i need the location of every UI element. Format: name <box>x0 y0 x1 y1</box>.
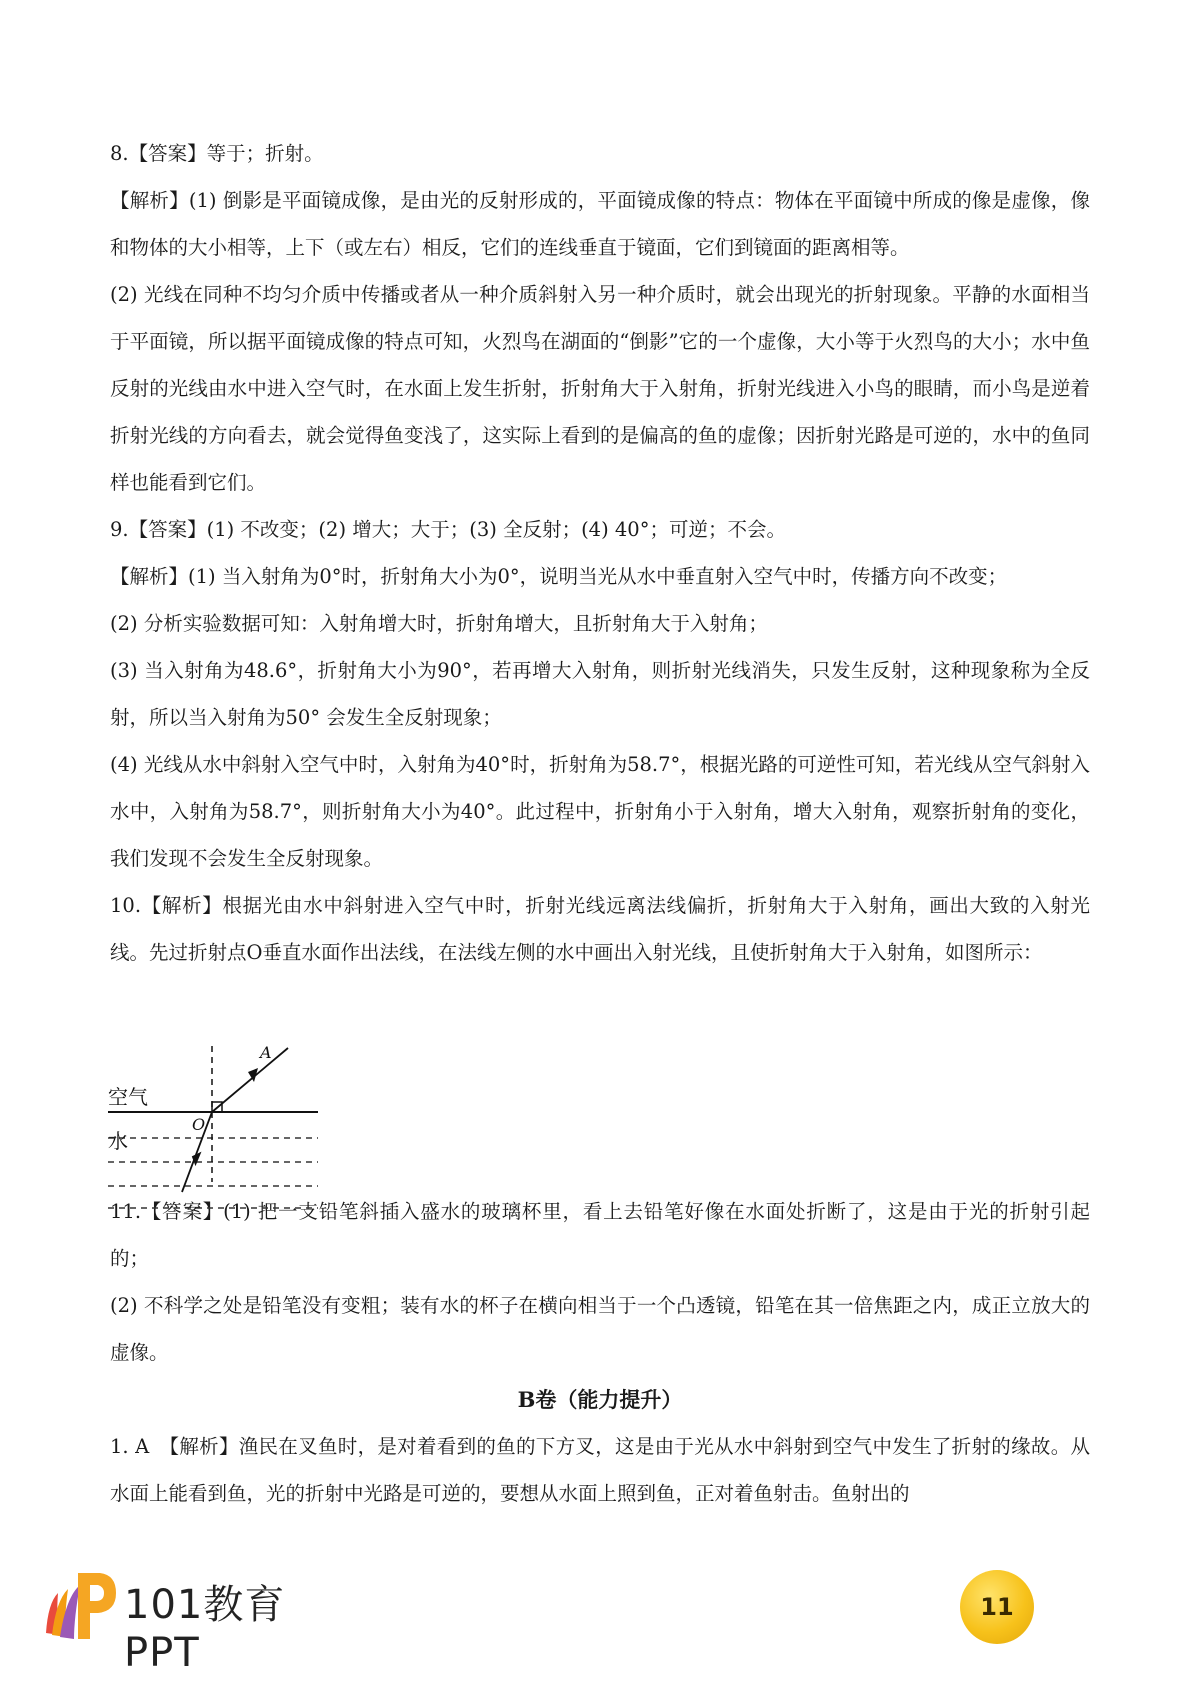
logo-text: 101教育PPT <box>124 1582 286 1676</box>
main-text <box>110 130 1090 1517</box>
label-water: 水 <box>108 1129 128 1153</box>
q9-analysis-1: 【解析】(1) 当入射角为0°时，折射角大小为0°，说明当光从水中垂直射入空气中时，传播方向不改变； <box>110 565 1008 588</box>
q8-analysis-1: 【解析】(1) 倒影是平面镜成像，是由光的反射形成的，平面镜成像的特点：物体在平面镜中所成的像是虚像，像和物体的大小相等，上下（或左右）相反，它们的连线垂直于镜面，它们到镜面的距离相等。 <box>110 189 1090 259</box>
q9-answer: 9.【答案】(1) 不改变；(2) 增大；大于；(3) 全反射；(4) 40°；可逆；不会。 <box>110 518 786 541</box>
q9-analysis-3: (3) 当入射角为48.6°，折射角大小为90°，若再增大入射角，则折射光线消失，只发生反射，这种现象称为全反射，所以当入射角为50° 会发生全反射现象； <box>110 659 1090 729</box>
refraction-diagram <box>108 1044 348 1226</box>
q8-answer: 8.【答案】等于；折射。 <box>110 142 324 165</box>
q10-analysis: 10.【解析】根据光由水中斜射进入空气中时，折射光线远离法线偏折，折射角大于入射角，画出大致的入射光线。先过折射点O垂直水面作出法线，在法线左侧的水中画出入射光线，且使折射角大于入射角，如图所示： <box>110 894 1090 964</box>
q8-analysis-2: (2) 光线在同种不均匀介质中传播或者从一种介质斜射入另一种介质时，就会出现光的折射现象。平静的水面相当于平面镜，所以据平面镜成像的特点可知，火烈鸟在湖面的“倒影”它的一个虚像，大小等于火烈鸟的大小；水中鱼反射的光线由水中进入空气时，在水面上发生折射，折射角大于入射角，折射光线进入小鸟的眼睛，而小鸟是逆着折射光线的方向看去，就会觉得鱼变浅了，这实际上看到的是偏高的鱼的虚像；因折射光路是可逆的，水中的鱼同样也能看到它们。 <box>110 283 1090 494</box>
page-number-badge: 11 <box>960 1570 1034 1644</box>
q9-analysis-2: (2) 分析实验数据可知：入射角增大时，折射角增大，且折射角大于入射角； <box>110 612 768 635</box>
q11-answer: 11.【答案】(1) 把一支铅笔斜插入盛水的玻璃杯里，看上去铅笔好像在水面处折断了，这是由于光的折射引起的； <box>110 1200 1090 1270</box>
label-o: O <box>192 1115 206 1134</box>
refracted-ray <box>212 1048 288 1112</box>
q9-analysis-4: (4) 光线从水中斜射入空气中时，入射角为40°时，折射角为58.7°，根据光路的可逆性可知，若光线从空气斜射入水中，入射角为58.7°，则折射角大小为40°。此过程中，折射角小于入射角，增大入射角，观察折射角的变化，我们发现不会发生全反射现象。 <box>110 753 1090 870</box>
footer-logo <box>38 1563 358 1676</box>
b-q1-analysis: 1. A 【解析】渔民在叉鱼时，是对着看到的鱼的下方叉，这是由于光从水中斜射到空气中发生了折射的缘故。从水面上能看到鱼，光的折射中光路是可逆的，要想从水面上照到鱼，正对着鱼射击。鱼射出的 <box>110 1435 1090 1505</box>
label-air: 空气 <box>108 1085 148 1109</box>
logo-icon <box>38 1563 118 1643</box>
section-b-title: B卷（能力提升） <box>517 1387 683 1412</box>
q11-analysis-2: (2) 不科学之处是铅笔没有变粗；装有水的杯子在横向相当于一个凸透镜，铅笔在其一倍焦距之内，成正立放大的虚像。 <box>110 1294 1090 1364</box>
label-a: A <box>260 1044 272 1062</box>
